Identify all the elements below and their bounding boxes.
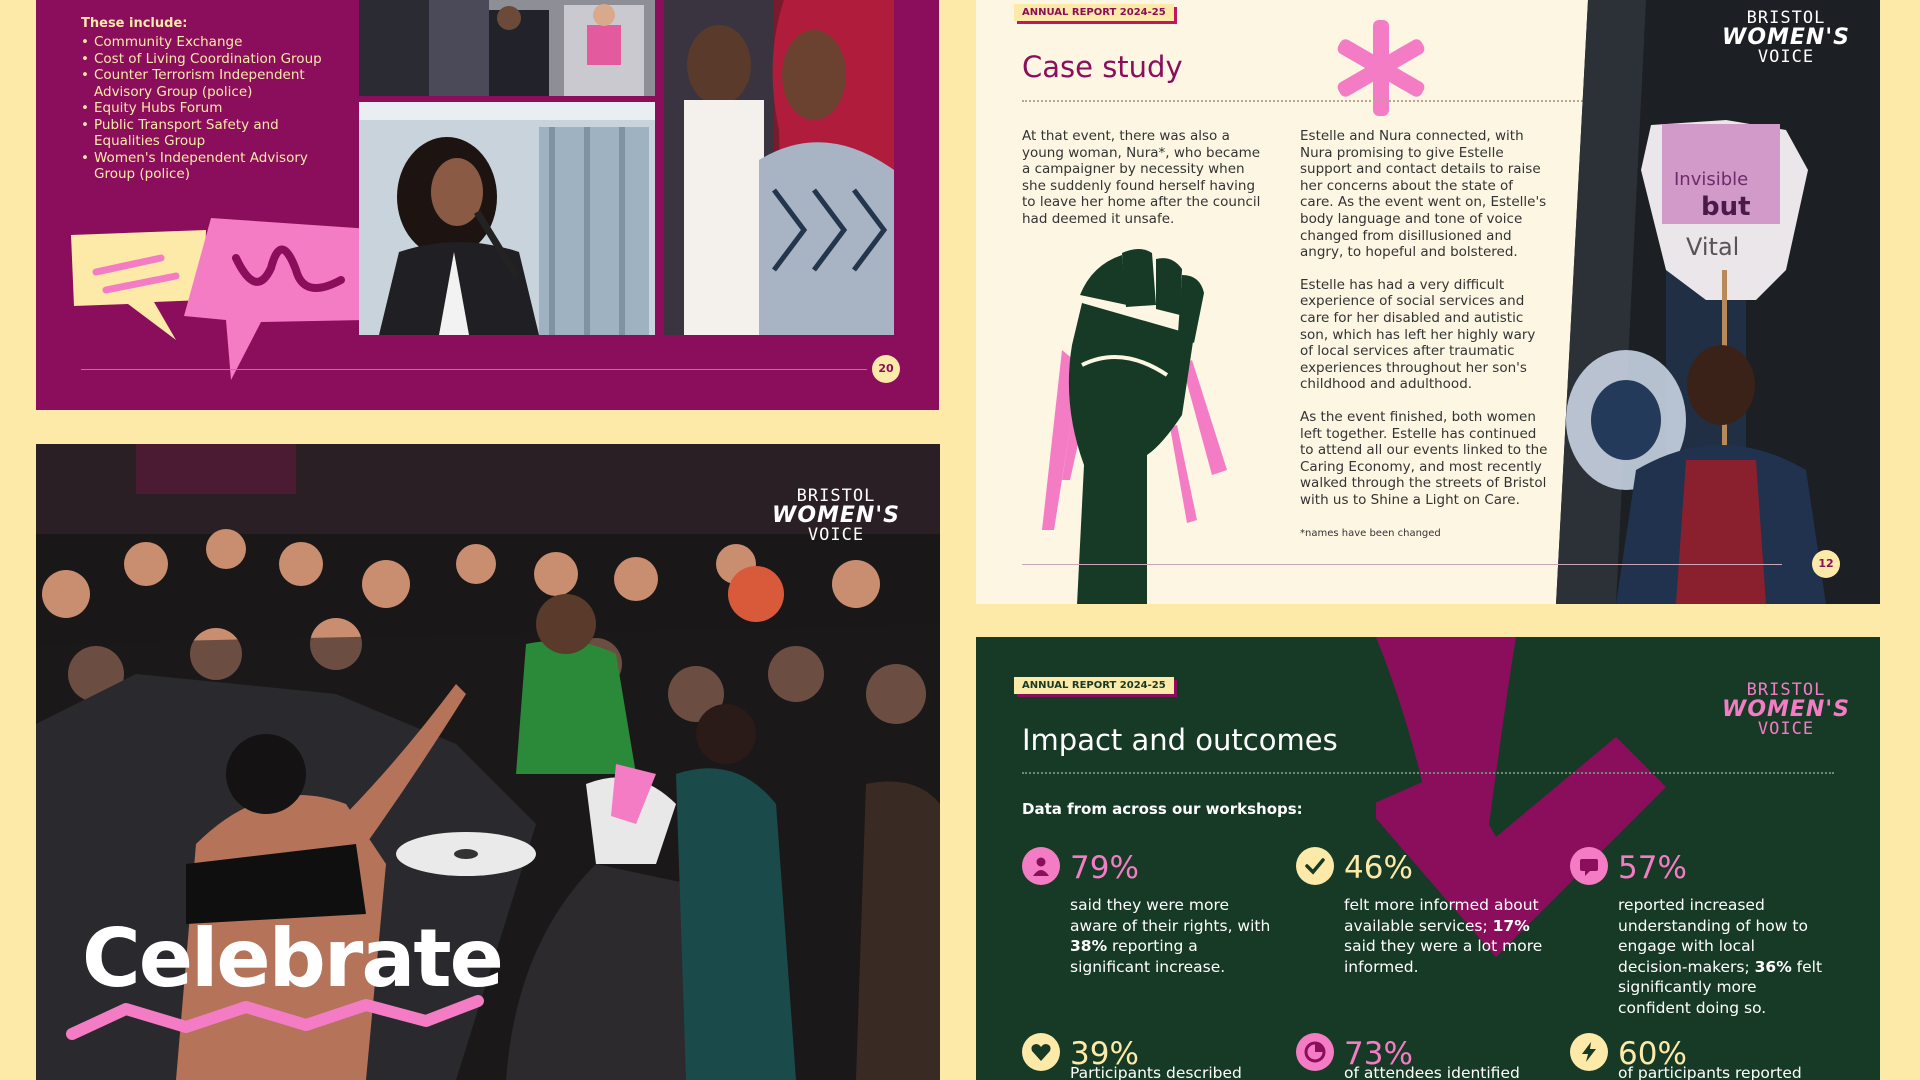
list-item: • Equity Hubs Forum	[81, 100, 331, 117]
list-item: • Women's Independent Advisory Group (police)	[81, 150, 331, 183]
footer-rule	[1022, 564, 1782, 565]
list-item: • Public Transport Safety and Equalities Group	[81, 117, 331, 150]
brand-line: BRISTOL	[1746, 8, 1826, 28]
brand-line: WOMEN'S	[772, 503, 900, 528]
brand-line: VOICE	[1757, 719, 1815, 739]
stat-percent: 46%	[1344, 850, 1413, 886]
stat-percent: 57%	[1618, 850, 1687, 886]
list-item: • Counter Terrorism Independent Advisory Group (police)	[81, 67, 331, 100]
stat-percent: 60%	[1618, 1036, 1687, 1072]
stat-description: of attendees identified	[1344, 1064, 1520, 1080]
report-tag: ANNUAL REPORT 2024-25	[1014, 4, 1174, 21]
heart-icon	[1022, 1033, 1060, 1071]
stat-description: reported increased understanding of how to engage with local decision-makers; 36% felt significantly more confident doing so.	[1618, 896, 1823, 1017]
lightning-icon	[1570, 1033, 1608, 1071]
asterisk-icon	[1331, 18, 1431, 118]
paragraph: As the event finished, both women left together. Estelle has continued to attend all our events linked to the Caring Economy, and most recently walked through the streets of Bristol with us to Shine a Light on Care.	[1300, 408, 1548, 508]
page-title: Impact and outcomes	[1022, 723, 1338, 757]
placard-text: Invisible	[1674, 169, 1749, 190]
case-study-column-2	[1300, 128, 1550, 524]
partner-group-list	[81, 34, 331, 183]
brand-line: BRISTOL	[796, 486, 876, 506]
section-subtitle: Data from across our workshops:	[1022, 800, 1303, 818]
brand-line: WOMEN'S	[1722, 25, 1850, 50]
spread-partnerships	[36, 0, 939, 410]
person-icon	[1022, 847, 1060, 885]
brand-line: VOICE	[1757, 47, 1815, 67]
page-number: 20	[872, 355, 900, 383]
report-tag: ANNUAL REPORT 2024-25	[1014, 677, 1174, 694]
paragraph: Estelle has had a very difficult experience of social services and care for her disabled and autistic son, which has left her highly wary of local services after traumatic experiences throughout her son's childhood and adulthood.	[1300, 276, 1536, 393]
spread-case-study	[976, 0, 1880, 604]
brand-line: VOICE	[807, 525, 865, 545]
includes-heading: These include:	[81, 16, 188, 31]
brand-logo	[766, 488, 906, 544]
check-icon	[1296, 847, 1334, 885]
brand-logo	[1716, 682, 1856, 738]
brand-line: WOMEN'S	[1722, 697, 1850, 722]
megaphone-icon	[1570, 847, 1608, 885]
placard-text: Vital	[1686, 233, 1740, 261]
paragraph: Estelle and Nura connected, with Nura promising to give Estelle support and contact details to raise her concerns about the state of care. As the event went on, Estelle's body language and tone of voice changed from disillusioned and angry, to hopeful and bolstered.	[1300, 128, 1547, 261]
photo-group-at-march	[359, 0, 655, 96]
list-item: • Cost of Living Coordination Group	[81, 51, 331, 68]
speech-bubbles-illustration	[66, 210, 406, 390]
photo-protester-with-placard	[1556, 0, 1880, 604]
stat-description: Participants described	[1070, 1064, 1242, 1080]
celebrate-heading: Celebrate	[82, 912, 502, 1005]
paragraph: At that event, there was also a young woman, Nura*, who became a campaigner by necessity when she suddenly found herself having to leave her home after the council had deemed it unsafe.	[1022, 128, 1261, 227]
stat-description: said they were more aware of their rights, with 38% reporting a significant increase.	[1070, 896, 1271, 976]
photo-speaker-with-microphone	[359, 102, 655, 335]
names-changed-note: *names have been changed	[1300, 528, 1441, 539]
photo-woman-in-headscarf	[664, 0, 894, 335]
pie-icon	[1296, 1033, 1334, 1071]
title-divider	[1022, 772, 1834, 774]
page-number: 12	[1812, 550, 1840, 578]
footer-rule	[81, 369, 867, 370]
page-title: Case study	[1022, 50, 1183, 84]
stat-description: of participants reported	[1618, 1064, 1802, 1080]
spread-celebrate	[36, 444, 940, 1080]
list-item: • Community Exchange	[81, 34, 331, 51]
brand-logo	[1716, 10, 1856, 66]
brand-line: BRISTOL	[1746, 680, 1826, 700]
stat-description: felt more informed about available services; 17% said they were a lot more informed.	[1344, 896, 1543, 976]
case-study-column-1	[1022, 128, 1267, 244]
stat-percent: 79%	[1070, 850, 1139, 886]
stat-percent: 73%	[1344, 1036, 1413, 1072]
spread-impact-outcomes	[976, 637, 1880, 1080]
raised-fist-illustration	[1022, 245, 1252, 604]
stat-percent: 39%	[1070, 1036, 1139, 1072]
placard-text: but	[1701, 192, 1751, 222]
